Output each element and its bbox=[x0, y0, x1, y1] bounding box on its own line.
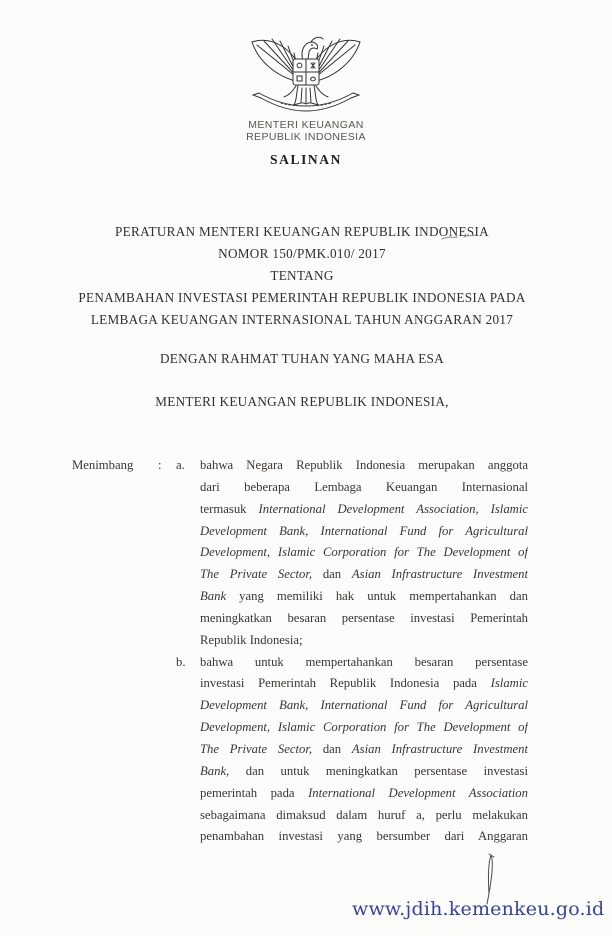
considering-section bbox=[72, 455, 528, 848]
regulation-title bbox=[36, 221, 568, 331]
title-line-subject1: PENAMBAHAN INVESTASI PEMERINTAH REPUBLIK INDONESIA PADA bbox=[78, 290, 526, 305]
item-letter: a. bbox=[176, 458, 185, 472]
item-text: bahwa Negara Republik Indonesia merupakan anggota dari beberapa Lembaga Keuangan Internasional termasuk International Development Association, Islamic Development Bank, International Fund for Agricultural Development, Islamic Corporation for The Development of The Private Sector, dan Asian Infrastructure Investment Bank yang memiliki hak untuk mempertahankan dan meningkatkan besaran persentase investasi Pemerintah Republik Indonesia; bbox=[200, 458, 528, 647]
ministry-name-line2: REPUBLIK INDONESIA bbox=[246, 130, 366, 143]
title-line-number: NOMOR 150/PMK.010/ 2017 bbox=[218, 246, 386, 261]
invocation-line: DENGAN RAHMAT TUHAN YANG MAHA ESA bbox=[159, 351, 445, 366]
handwritten-dash-mark-icon bbox=[438, 230, 478, 244]
considering-colon: : bbox=[158, 458, 162, 472]
ministry-name-line1: MENTERI KEUANGAN bbox=[248, 119, 364, 131]
jdih-watermark-url: www.jdih.kemenkeu.go.id bbox=[352, 898, 605, 920]
title-line-subject2: LEMBAGA KEUANGAN INTERNASIONAL TAHUN ANGGARAN 2017 bbox=[90, 312, 514, 327]
considering-items bbox=[176, 455, 528, 848]
item-text: bahwa untuk mempertahankan besaran persentase investasi Pemerintah Republik Indonesia pada Islamic Development Bank, International Fund for Agricultural Development, Islamic Corporation for The Development of The Private Sector, dan Asian Infrastructure Investment Bank, dan untuk meningkatkan persentase investasi pemerintah pada International Development Association sebagaimana dimaksud dalam huruf a, perlu melakukan penambahan investasi yang bersumber dari Anggaran bbox=[200, 654, 528, 844]
title-line-tentang: TENTANG bbox=[270, 268, 334, 283]
considering-item bbox=[176, 455, 528, 652]
issuer-line: MENTERI KEUANGAN REPUBLIK INDONESIA, bbox=[155, 394, 449, 409]
copy-stamp: SALINAN bbox=[270, 152, 342, 167]
letterhead bbox=[0, 33, 612, 168]
considering-item bbox=[176, 652, 528, 849]
considering-label: Menimbang bbox=[72, 458, 134, 472]
title-line-regulation: PERATURAN MENTERI KEUANGAN REPUBLIK INDONESIA bbox=[115, 224, 489, 239]
garuda-pancasila-emblem-icon bbox=[247, 33, 365, 113]
item-letter: b. bbox=[176, 654, 186, 669]
